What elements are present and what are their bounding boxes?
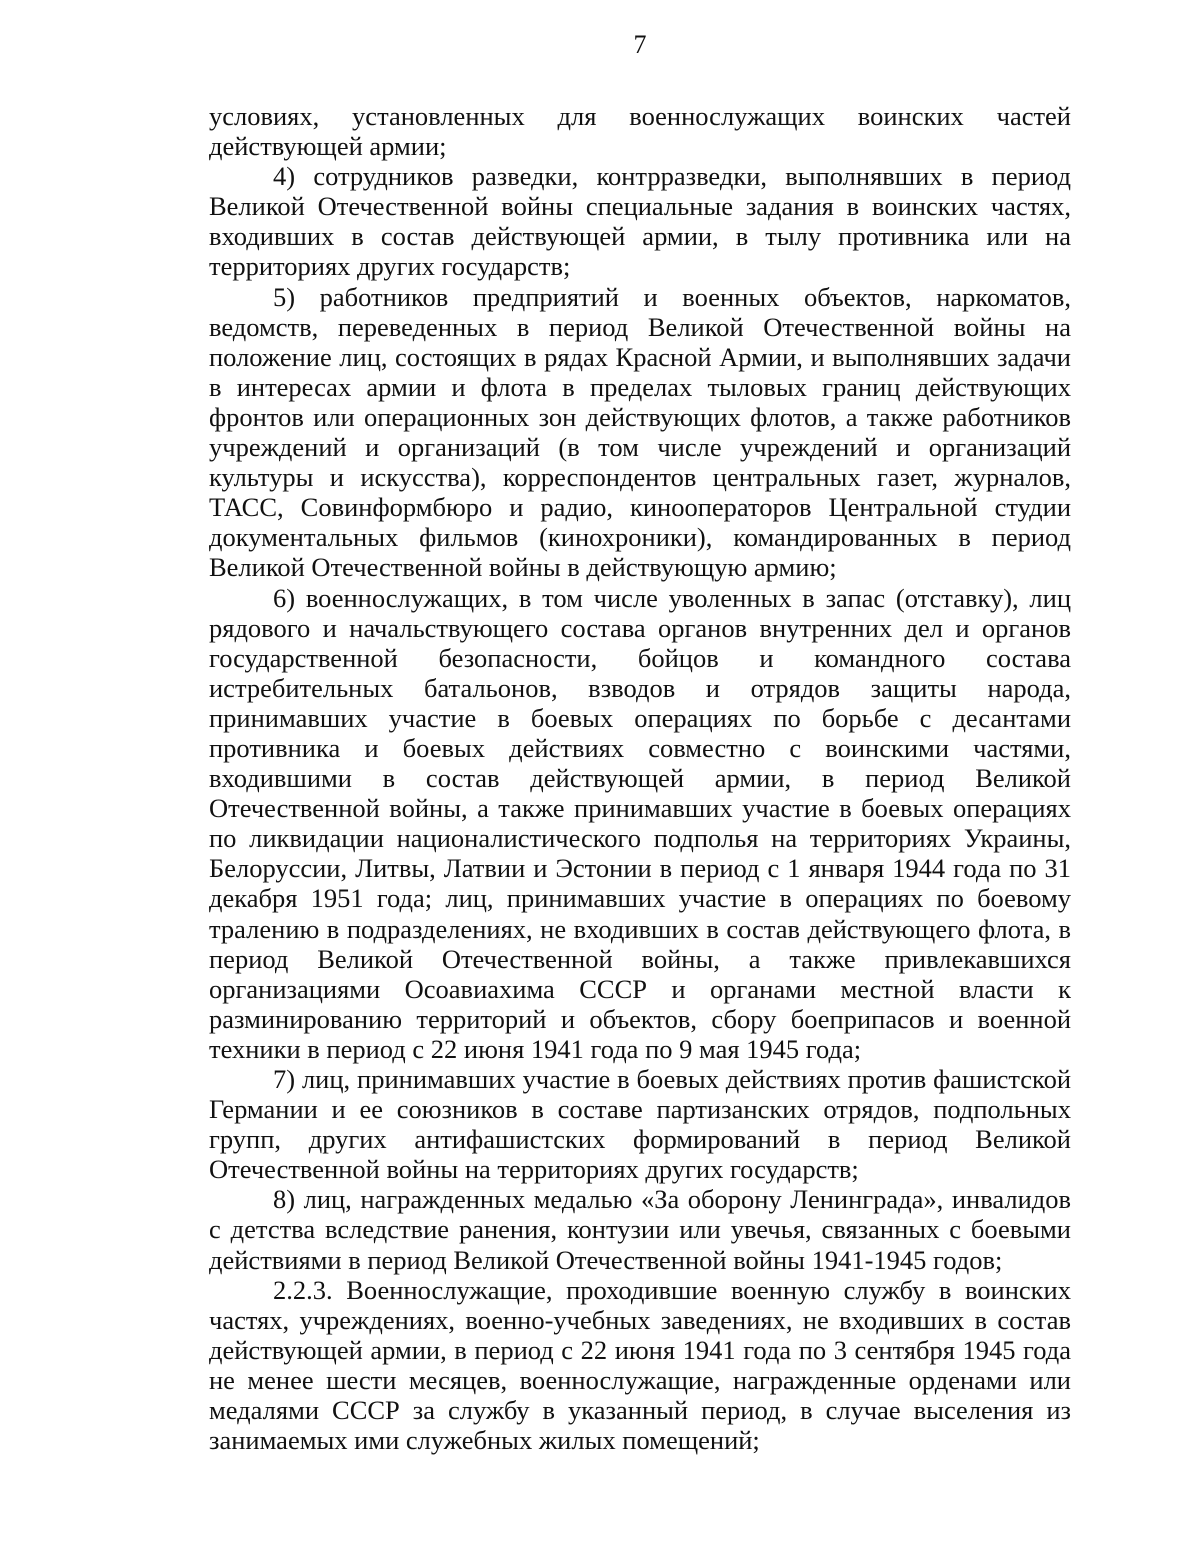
- paragraph-item-5: 5) работников предприятий и военных объектов, наркоматов, ведомств, переведенных в период Великой Отечественной войны на положение лиц, состоящих в рядах Красной Армии, и выполнявших задачи в интересах армии и флота в пределах тыловых границ действующих фронтов или операционных зон действующих флотов, а также работников учреждений и организаций (в том числе учреждений и организаций культуры и искусства), корреспондентов центральных газет, журналов, ТАСС, Совинформбюро и радио, кинооператоров Центральной студии документальных фильмов (кинохроники), командированных в период Великой Отечественной войны в действующую армию;: [209, 281, 1071, 583]
- document-body: [209, 101, 1071, 1455]
- paragraph-item-8: 8) лиц, награжденных медалью «За оборону Ленинграда», инвалидов с детства вследствие ранения, контузии или увечья, связанных с боевыми действиями в период Великой Отечественной войны 1941-1945 годов;: [209, 1184, 1071, 1275]
- paragraph-item-6: 6) военнослужащих, в том числе уволенных в запас (отставку), лиц рядового и начальствующего состава органов внутренних дел и органов государственной безопасности, бойцов и командного состава истребительных батальонов, взводов и отрядов защиты народа, принимавших участие в боевых операциях по борьбе с десантами противника и боевых действиях совместно с воинскими частями, входившими в состав действующей армии, в период Великой Отечественной войны, а также принимавших участие в боевых операциях по ликвидации националистического подполья на территориях Украины, Белоруссии, Литвы, Латвии и Эстонии в период с 1 января 1944 года по 31 декабря 1951 года; лиц, принимавших участие в операциях по боевому тралению в подразделениях, не входивших в состав действующего флота, в период Великой Отечественной войны, а также привлекавшихся организациями Осоавиахима СССР и органами местной власти к разминированию территорий и объектов, сбору боеприпасов и военной техники в период с 22 июня 1941 года по 9 мая 1945 года;: [209, 582, 1071, 1064]
- paragraph-continuation: условиях, установленных для военнослужащих воинских частей действующей армии;: [209, 101, 1071, 162]
- paragraph-item-4: 4) сотрудников разведки, контрразведки, выполнявших в период Великой Отечественной войны специальные задания в воинских частях, входивших в состав действующей армии, в тылу противника или на территориях других государств;: [209, 161, 1071, 282]
- paragraph-item-7: 7) лиц, принимавших участие в боевых действиях против фашистской Германии и ее союзников в составе партизанских отрядов, подпольных групп, других антифашистских формирований в период Великой Отечественной войны на территориях других государств;: [209, 1064, 1071, 1185]
- page-number: 7: [633, 30, 647, 59]
- paragraph-section-2-2-3: 2.2.3. Военнослужащие, проходившие военную службу в воинских частях, учреждениях, военно-учебных заведениях, не входивших в состав действующей армии, в период с 22 июня 1941 года по 3 сентября 1945 года не менее шести месяцев, военнослужащие, награжденные орденами или медалями СССР за службу в указанный период, в случае выселения из занимаемых ими служебных жилых помещений;: [209, 1274, 1071, 1456]
